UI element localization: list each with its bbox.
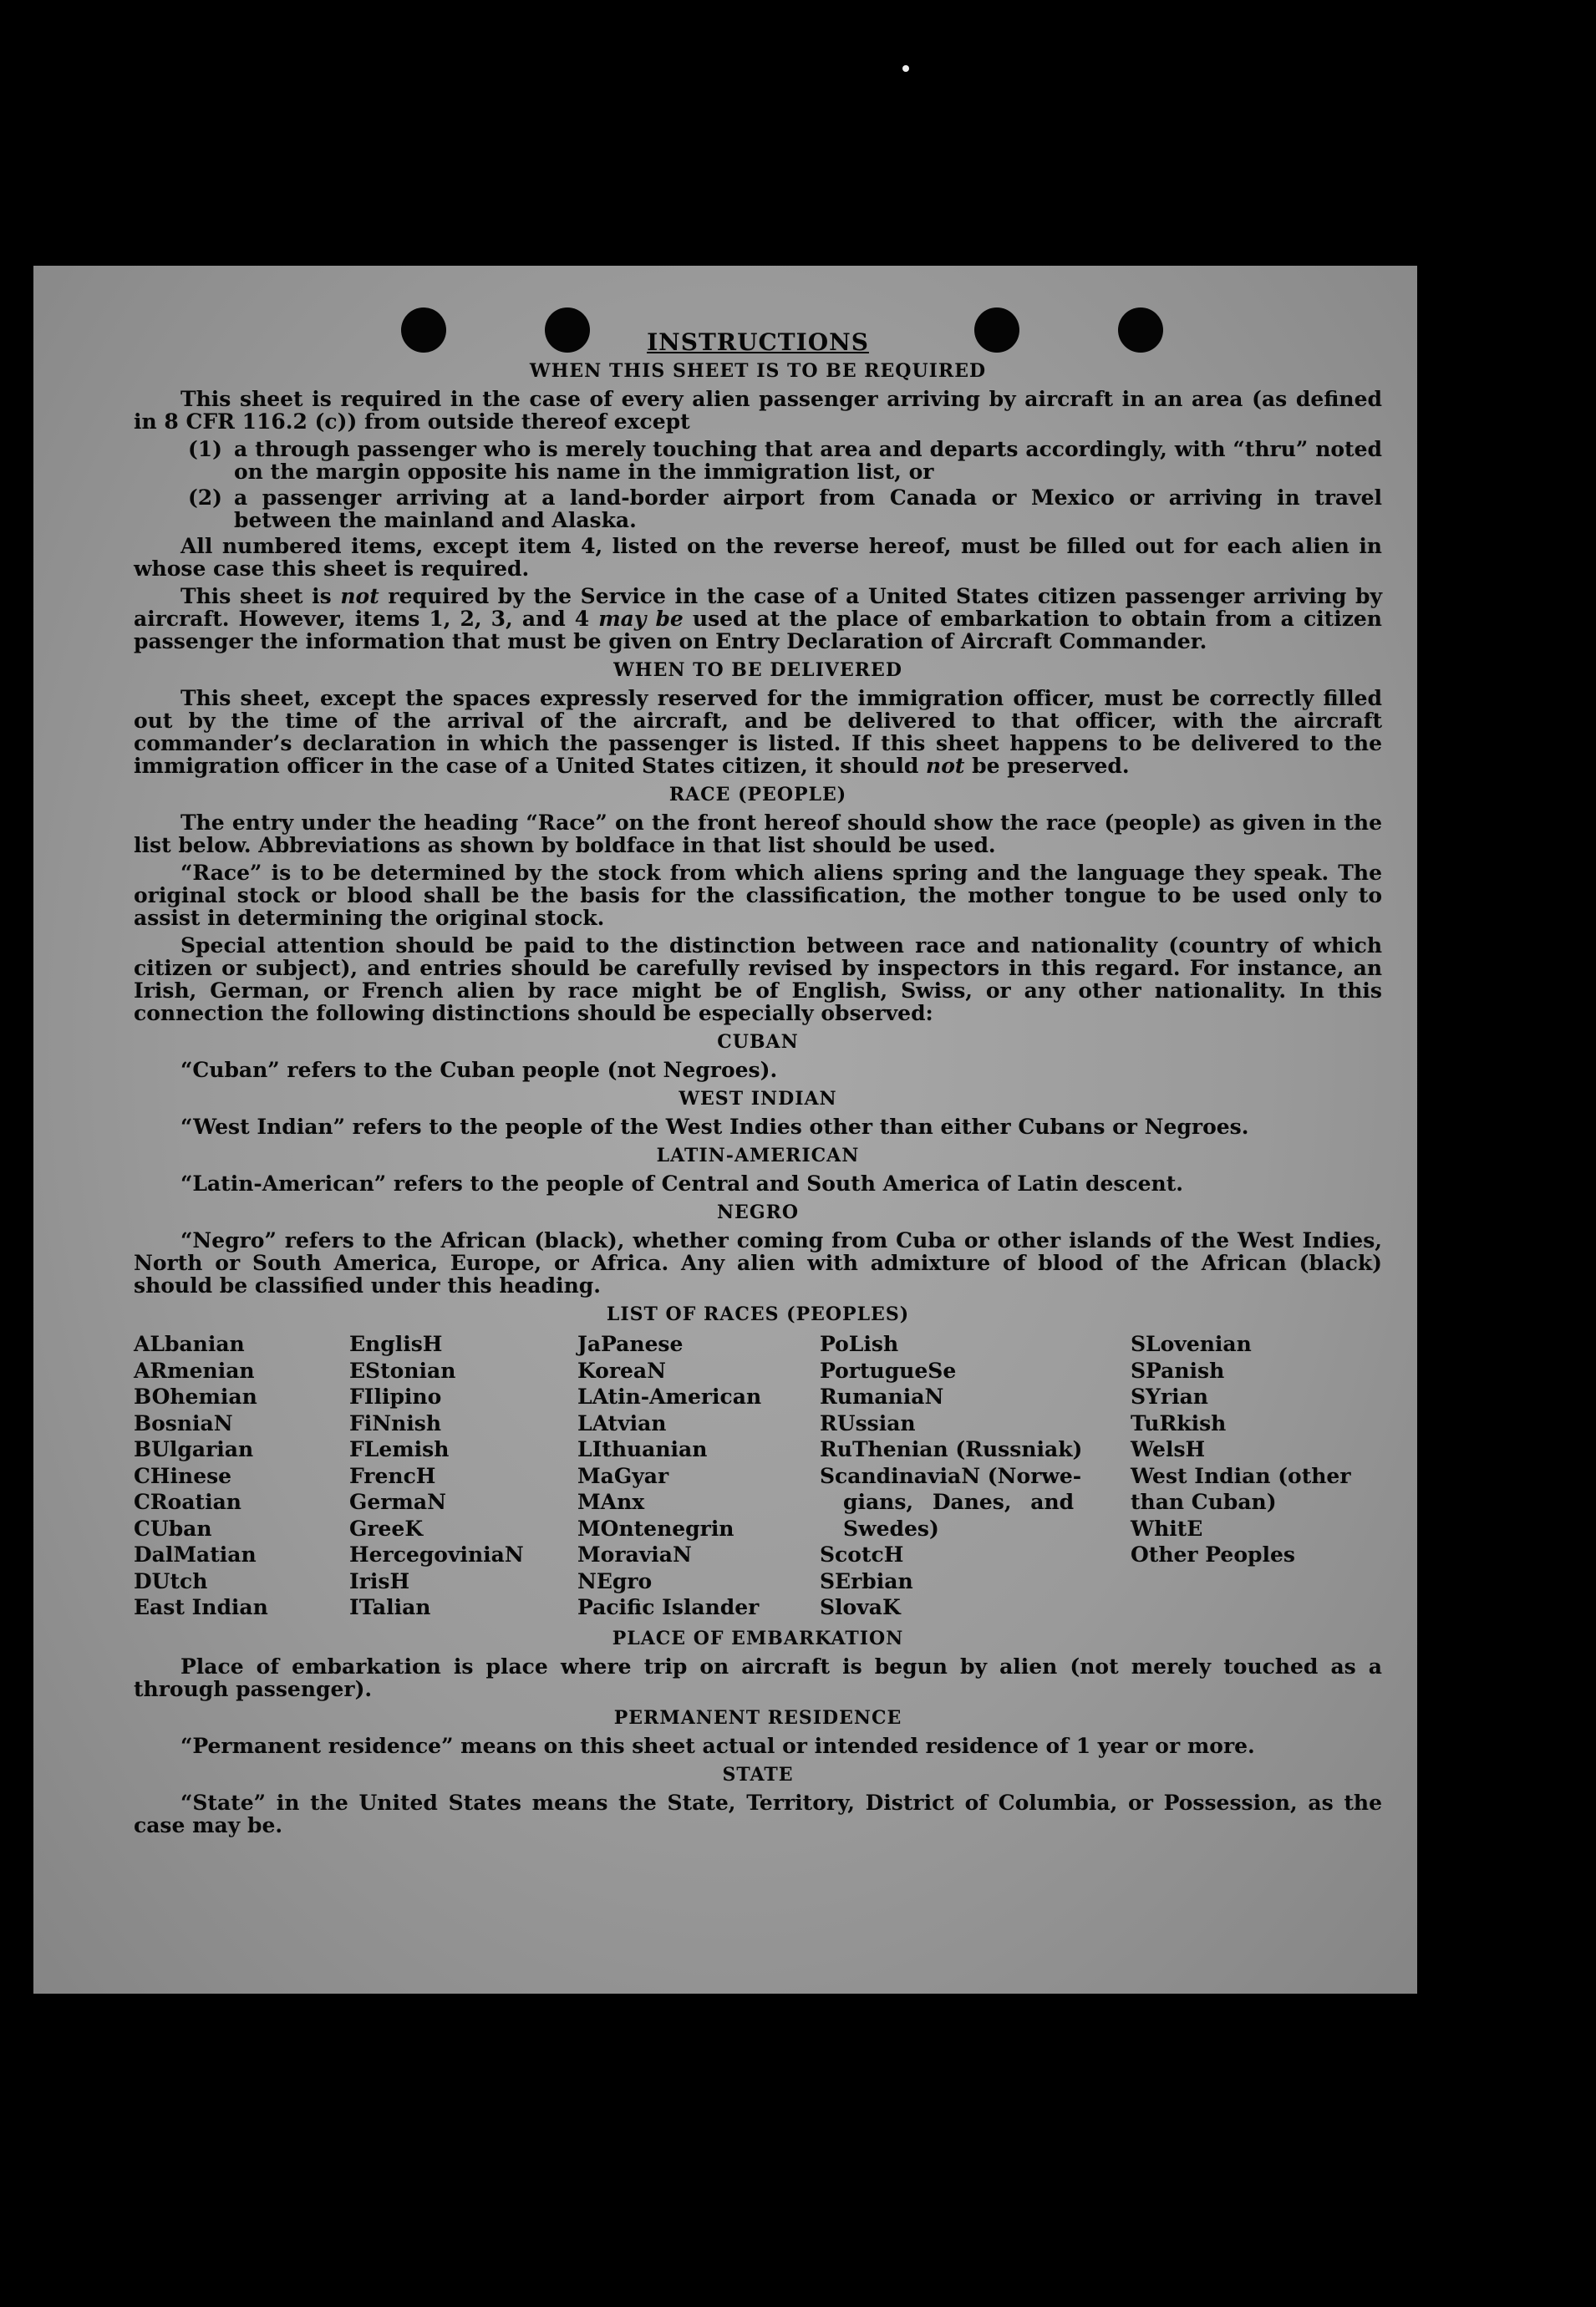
races-list (134, 1331, 1382, 1621)
text-run: This sheet, except the spaces expressly reserved for the immigration officer, must be correctly filled out by the time of the arrival of the aircraft, and be delivered to that officer, with the aircraft commander’s declaration in which the passenger is listed. If this sheet happens to be delivered to the immigration officer in the case of a United States citizen, it should (134, 686, 1382, 778)
race-entry: EnglisH (349, 1332, 443, 1356)
races-column-1 (134, 1331, 349, 1621)
race-entry: FrencH (349, 1463, 436, 1488)
heading-race: RACE (PEOPLE) (668, 784, 847, 805)
race-entry: GreeK (349, 1516, 424, 1541)
race-entry: BOhemian (134, 1385, 257, 1409)
race-entry: than Cuban) (1131, 1490, 1277, 1514)
speck-mark (902, 65, 909, 72)
race-entry: East Indian (134, 1595, 268, 1619)
heading-state: STATE (722, 1763, 794, 1786)
race-entry: SErbian (820, 1568, 913, 1593)
race-entry: CRoatian (134, 1490, 241, 1514)
races-column-3 (577, 1331, 820, 1621)
race-entry: ScotcH (820, 1542, 904, 1567)
heading-cuban: CUBAN (717, 1031, 799, 1053)
paragraph: “Cuban” refers to the Cuban people (not Negroes). (180, 1058, 778, 1082)
race-entry: BosniaN (134, 1410, 233, 1436)
paragraph: “West Indian” refers to the people of the West Indies other than either Cubans or Negroes. (180, 1115, 1249, 1139)
race-entry: MOntenegrin (577, 1516, 734, 1541)
races-column-5 (1131, 1331, 1356, 1621)
race-entry: IrisH (349, 1568, 410, 1593)
emphasis: not (340, 584, 379, 608)
race-entry: FIlipino (349, 1385, 442, 1409)
text-run: be preserved. (964, 754, 1130, 778)
text-run: This sheet is (180, 584, 341, 608)
paragraph (134, 687, 1382, 777)
text-run: required by the Service in the case of a United States citizen passenger arriving by aircraft. However, items 1, 2, 3, and 4 (134, 584, 1382, 631)
race-entry: GermaN (349, 1490, 446, 1514)
list-text: a passenger arriving at a land-border airport from Canada or Mexico or arriving in travel between the mainland and Alaska. (234, 485, 1382, 532)
race-entry: DUtch (134, 1568, 208, 1593)
race-entry: CHinese (134, 1463, 232, 1488)
paragraph: “Negro” refers to the African (black), whether coming from Cuba or other islands of the West Indies, North or South America, Europe, or Africa. Any alien with admixture of blood of the African (black) should be classified under this heading. (134, 1228, 1382, 1298)
race-entry: MoraviaN (577, 1542, 692, 1567)
race-entry: PoLish (820, 1332, 899, 1356)
race-entry: LAtin-American (577, 1385, 762, 1409)
paragraph: “State” in the United States means the State, Territory, District of Columbia, or Possession, as the case may be. (134, 1790, 1382, 1837)
race-entry: Other Peoples (1131, 1542, 1295, 1567)
list-text: a through passenger who is merely touching that area and departs accordingly, with “thru” noted on the margin opposite his name in the immigration list, or (234, 437, 1382, 484)
text-run: used at the place of embarkation to obtain from a citizen passenger the information that must be given on Entry Declaration of Aircraft Commander. (134, 607, 1382, 653)
document-sheet (33, 266, 1417, 1994)
paragraph: This sheet is required in the case of every alien passenger arriving by aircraft in an area (as defined in 8 CFR 116.2 (c)) from outside thereof except (134, 387, 1382, 434)
paragraph: The entry under the heading “Race” on the front hereof should show the race (people) as given in the list below. Abbreviations as shown by boldface in that list should be used. (134, 810, 1382, 857)
race-entry: RuThenian (Russniak) (820, 1437, 1083, 1461)
race-entry: BUlgarian (134, 1437, 254, 1461)
races-column-2 (349, 1331, 577, 1621)
emphasis: may be (598, 607, 684, 631)
race-entry: gians, Danes, and (843, 1490, 1075, 1514)
race-entry: EStonian (349, 1358, 456, 1383)
race-entry: FLemish (349, 1437, 450, 1461)
heading-required: WHEN THIS SHEET IS TO BE REQUIRED (529, 360, 987, 382)
paragraph: All numbered items, except item 4, listed on the reverse hereof, must be filled out for each alien in whose case this sheet is required. (134, 534, 1382, 581)
page-title: INSTRUCTIONS (647, 328, 869, 356)
race-entry: West Indian (other (1131, 1463, 1351, 1488)
race-entry: SLovenian (1131, 1332, 1252, 1356)
race-entry: LAtvian (577, 1410, 667, 1436)
heading-west-indian: WEST INDIAN (679, 1088, 837, 1110)
race-entry: CUban (134, 1516, 212, 1541)
race-entry: MaGyar (577, 1463, 669, 1488)
paragraph (134, 585, 1382, 653)
race-entry: LIthuanian (577, 1437, 708, 1461)
paragraph: Place of embarkation is place where trip on aircraft is begun by alien (not merely touched as a through passenger). (134, 1654, 1382, 1701)
list-number: (2) (187, 485, 222, 510)
races-column-4 (820, 1331, 1131, 1621)
race-entry: TuRkish (1131, 1410, 1227, 1436)
list-number: (1) (187, 437, 222, 461)
race-entry: KoreaN (577, 1358, 666, 1383)
race-entry: MAnx (577, 1490, 645, 1514)
race-entry: FiNnish (349, 1410, 442, 1436)
heading-latin-american: LATIN-AMERICAN (656, 1145, 860, 1166)
race-entry: WhitE (1131, 1516, 1203, 1541)
race-entry: SPanish (1131, 1358, 1225, 1383)
race-entry: RUssian (820, 1410, 916, 1436)
paragraph: Special attention should be paid to the distinction between race and nationality (country of which citizen or subject), and entries should be carefully revised by inspectors in this regard. For instance, an Irish, German, or French alien by race might be of English, Swiss, or any other nationality. In this connection the following distinctions should be especially observed: (134, 933, 1382, 1025)
instructions-content (134, 328, 1382, 1842)
race-entry: Swedes) (843, 1516, 939, 1541)
race-entry: NEgro (577, 1568, 653, 1593)
race-entry: DalMatian (134, 1542, 257, 1567)
emphasis: not (926, 754, 965, 778)
heading-embarkation: PLACE OF EMBARKATION (612, 1627, 904, 1649)
race-entry: WelsH (1131, 1437, 1206, 1461)
race-entry: Pacific Islander (577, 1595, 760, 1619)
race-entry: ARmenian (134, 1358, 255, 1383)
heading-list-of-races: LIST OF RACES (PEOPLES) (606, 1303, 910, 1325)
race-entry: SYrian (1131, 1385, 1208, 1409)
paragraph: “Latin-American” refers to the people of Central and South America of Latin descent. (180, 1171, 1183, 1196)
paragraph: “Race” is to be determined by the stock from which aliens spring and the language they speak. The original stock or blood shall be the basis for the classification, the mother tongue to be used only to assist in determining the original stock. (134, 861, 1382, 930)
race-entry: JaPanese (577, 1332, 684, 1356)
list-item (134, 438, 1382, 483)
race-entry: ALbanian (134, 1332, 245, 1356)
list-item (134, 486, 1382, 531)
paragraph: “Permanent residence” means on this sheet actual or intended residence of 1 year or more. (180, 1733, 1255, 1758)
race-entry: SlovaK (820, 1595, 901, 1619)
race-entry: ITalian (349, 1595, 431, 1619)
heading-negro: NEGRO (716, 1202, 800, 1223)
heading-permanent-residence: PERMANENT RESIDENCE (613, 1706, 902, 1729)
race-entry: RumaniaN (820, 1385, 944, 1409)
heading-delivered: WHEN TO BE DELIVERED (613, 659, 902, 681)
race-entry: ScandinaviaN (Norwe- (820, 1463, 1082, 1488)
race-entry: PortugueSe (820, 1358, 957, 1383)
race-entry: HercegoviniaN (349, 1542, 524, 1567)
